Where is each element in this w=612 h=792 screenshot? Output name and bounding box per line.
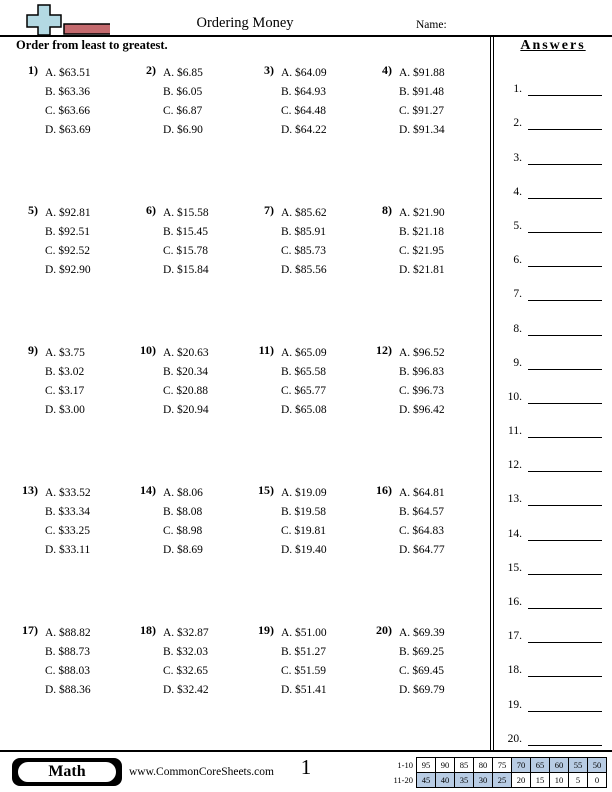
answer-row [494, 336, 612, 370]
answer-row [494, 404, 612, 438]
score-cell: 35 [455, 772, 474, 787]
score-cell: 90 [436, 757, 455, 772]
answer-number: 8. [513, 322, 522, 335]
choice-option: B. $85.91 [281, 226, 327, 238]
choice-option: A. $6.85 [163, 67, 203, 79]
choice-option: D. $92.90 [45, 264, 91, 276]
choice-option: C. $51.59 [281, 665, 327, 677]
choice-option: A. $51.00 [281, 627, 327, 639]
answer-row [494, 233, 612, 267]
choice-option: A. $3.75 [45, 347, 85, 359]
choice-list [163, 343, 209, 420]
problem-number: 10) [140, 343, 156, 357]
problem-item [132, 203, 250, 280]
problem-number: 1) [28, 63, 38, 77]
choice-option: A. $19.09 [281, 487, 327, 499]
problem-item [368, 483, 486, 560]
problem-number: 9) [28, 343, 38, 357]
choice-option: C. $92.52 [45, 245, 91, 257]
choice-option: C. $21.95 [399, 245, 445, 257]
problem-item [250, 203, 368, 280]
choice-option: C. $64.48 [281, 105, 327, 117]
score-cell: 5 [569, 772, 588, 787]
choice-option: D. $63.69 [45, 124, 91, 136]
choice-option: D. $3.00 [45, 404, 85, 416]
subject-label: Math [17, 761, 117, 783]
answer-number: 7. [513, 288, 522, 301]
score-cell: 65 [531, 757, 550, 772]
answer-row [494, 643, 612, 677]
answer-row [494, 165, 612, 199]
choice-option: B. $64.93 [281, 86, 327, 98]
problem-item [250, 623, 368, 700]
choice-list [163, 203, 209, 280]
choice-option: D. $21.81 [399, 264, 445, 276]
answer-blank-line[interactable] [528, 470, 602, 472]
choice-list [399, 63, 445, 140]
choice-option: B. $96.83 [399, 366, 445, 378]
answer-blank-line[interactable] [528, 163, 602, 165]
answer-number: 2. [513, 117, 522, 130]
answer-blank-line[interactable] [528, 744, 602, 746]
score-cell: 80 [474, 757, 493, 772]
choice-option: C. $65.77 [281, 385, 327, 397]
choice-option: C. $88.03 [45, 665, 91, 677]
problem-item [368, 203, 486, 280]
answer-blank-line[interactable] [528, 402, 602, 404]
choice-option: C. $85.73 [281, 245, 327, 257]
score-cell: 75 [493, 757, 512, 772]
choice-list [45, 623, 91, 700]
score-cell: 0 [588, 772, 607, 787]
answer-blank-line[interactable] [528, 197, 602, 199]
problem-number: 19) [258, 623, 274, 637]
choice-option: C. $91.27 [399, 105, 445, 117]
choice-option: C. $6.87 [163, 105, 203, 117]
answer-number: 6. [513, 254, 522, 267]
answer-row [494, 301, 612, 335]
problem-number: 11) [258, 343, 274, 357]
problem-number: 6) [146, 203, 156, 217]
problem-item [368, 623, 486, 700]
choice-option: A. $64.09 [281, 67, 327, 79]
answer-blank-line[interactable] [528, 710, 602, 712]
answers-list [494, 62, 612, 746]
score-cell: 70 [512, 757, 531, 772]
answer-number: 17. [507, 630, 522, 643]
choice-list [281, 623, 327, 700]
choice-option: C. $69.45 [399, 665, 445, 677]
instruction-text: Order from least to greatest. [16, 38, 168, 52]
choice-option: D. $15.84 [163, 264, 209, 276]
answer-row [494, 575, 612, 609]
answer-blank-line[interactable] [528, 368, 602, 370]
problem-number: 17) [22, 623, 38, 637]
choice-option: B. $21.18 [399, 226, 445, 238]
choice-option: A. $32.87 [163, 627, 209, 639]
choice-option: C. $8.98 [163, 525, 203, 537]
answer-number: 18. [507, 664, 522, 677]
choice-option: B. $32.03 [163, 646, 209, 658]
score-cell: 50 [588, 757, 607, 772]
choice-option: C. $63.66 [45, 105, 91, 117]
problem-number: 18) [140, 623, 156, 637]
answers-title: Answers [520, 38, 586, 53]
problem-number: 4) [382, 63, 392, 77]
problem-number: 7) [264, 203, 274, 217]
answer-row [494, 62, 612, 96]
choice-option: D. $32.42 [163, 684, 209, 696]
answer-row [494, 712, 612, 746]
problem-number: 5) [28, 203, 38, 217]
problem-number: 2) [146, 63, 156, 77]
choice-option: A. $69.39 [399, 627, 445, 639]
problems-area [0, 35, 490, 752]
problem-number: 15) [258, 483, 274, 497]
answer-number: 5. [513, 219, 522, 232]
answer-number: 1. [513, 83, 522, 96]
choice-option: B. $19.58 [281, 506, 327, 518]
answer-blank-line[interactable] [528, 607, 602, 609]
problem-item [132, 483, 250, 560]
answer-row [494, 472, 612, 506]
answer-number: 19. [507, 698, 522, 711]
choice-list [281, 203, 327, 280]
score-cell: 85 [455, 757, 474, 772]
choice-list [281, 63, 327, 140]
header [0, 0, 612, 37]
problem-item [250, 343, 368, 420]
problem-item [250, 483, 368, 560]
answer-blank-line[interactable] [528, 675, 602, 677]
answer-number: 9. [513, 356, 522, 369]
choice-option: C. $33.25 [45, 525, 91, 537]
problem-item [132, 623, 250, 700]
choice-option: A. $85.62 [281, 207, 327, 219]
footer [0, 750, 612, 792]
choice-list [45, 343, 85, 420]
score-cell: 60 [550, 757, 569, 772]
choice-option: D. $88.36 [45, 684, 91, 696]
problem-item [14, 483, 132, 560]
choice-option: A. $88.82 [45, 627, 91, 639]
choice-option: D. $8.69 [163, 544, 203, 556]
grading-scale-table [387, 757, 607, 788]
answer-row [494, 541, 612, 575]
problem-item [14, 203, 132, 280]
choice-option: D. $20.94 [163, 404, 209, 416]
choice-option: B. $15.45 [163, 226, 209, 238]
choice-list [163, 63, 203, 140]
problem-number: 14) [140, 483, 156, 497]
score-range-label: 11-20 [387, 772, 417, 787]
answer-blank-line[interactable] [528, 539, 602, 541]
answer-row [494, 267, 612, 301]
answer-blank-line[interactable] [528, 265, 602, 267]
problem-item [368, 343, 486, 420]
score-cell: 30 [474, 772, 493, 787]
choice-option: C. $64.83 [399, 525, 445, 537]
answer-blank-line[interactable] [528, 504, 602, 506]
name-label: Name: [416, 19, 447, 31]
choice-option: D. $65.08 [281, 404, 327, 416]
answer-number: 11. [508, 425, 522, 438]
choice-option: A. $21.90 [399, 207, 445, 219]
choice-list [399, 483, 445, 560]
answer-number: 10. [507, 390, 522, 403]
choice-option: C. $15.78 [163, 245, 209, 257]
problem-number: 20) [376, 623, 392, 637]
choice-list [281, 343, 327, 420]
answer-row [494, 438, 612, 472]
problem-item [14, 63, 132, 140]
choice-list [45, 203, 91, 280]
choice-list [399, 203, 445, 280]
choice-option: B. $63.36 [45, 86, 91, 98]
choice-option: D. $69.79 [399, 684, 445, 696]
answer-blank-line[interactable] [528, 641, 602, 643]
problem-number: 12) [376, 343, 392, 357]
choice-list [399, 623, 445, 700]
answer-row [494, 677, 612, 711]
website-url: www.CommonCoreSheets.com [129, 766, 274, 778]
answer-number: 12. [507, 459, 522, 472]
choice-option: B. $88.73 [45, 646, 91, 658]
score-cell: 15 [531, 772, 550, 787]
answer-blank-line[interactable] [528, 334, 602, 336]
choice-option: A. $33.52 [45, 487, 91, 499]
choice-option: C. $32.65 [163, 665, 209, 677]
main [0, 35, 612, 752]
page-title: Ordering Money [196, 15, 294, 31]
choice-list [163, 483, 203, 560]
choice-option: B. $69.25 [399, 646, 445, 658]
problem-item [132, 343, 250, 420]
choice-option: B. $92.51 [45, 226, 91, 238]
choice-option: D. $64.77 [399, 544, 445, 556]
choice-list [163, 623, 209, 700]
choice-list [399, 343, 445, 420]
problems-grid [14, 63, 490, 700]
choice-option: B. $3.02 [45, 366, 85, 378]
answer-row [494, 370, 612, 404]
problem-item [14, 623, 132, 700]
choice-option: D. $91.34 [399, 124, 445, 136]
choice-option: A. $96.52 [399, 347, 445, 359]
answer-blank-line[interactable] [528, 128, 602, 130]
choice-option: C. $3.17 [45, 385, 85, 397]
answer-number: 20. [507, 732, 522, 745]
answer-blank-line[interactable] [528, 231, 602, 233]
math-subject-badge [12, 758, 122, 786]
answer-number: 4. [513, 185, 522, 198]
choice-option: D. $19.40 [281, 544, 327, 556]
choice-option: B. $91.48 [399, 86, 445, 98]
answer-row [494, 96, 612, 130]
score-cell: 40 [436, 772, 455, 787]
score-cell: 55 [569, 757, 588, 772]
answer-row [494, 199, 612, 233]
choice-option: A. $15.58 [163, 207, 209, 219]
answer-number: 13. [507, 493, 522, 506]
answer-row [494, 130, 612, 164]
score-cell: 25 [493, 772, 512, 787]
score-cell: 45 [417, 772, 436, 787]
problem-item [368, 63, 486, 140]
page-number: 1 [300, 755, 312, 779]
score-cell: 20 [512, 772, 531, 787]
choice-option: A. $65.09 [281, 347, 327, 359]
answer-blank-line[interactable] [528, 94, 602, 96]
answer-blank-line[interactable] [528, 573, 602, 575]
score-cell: 95 [417, 757, 436, 772]
problem-item [14, 343, 132, 420]
choice-option: C. $20.88 [163, 385, 209, 397]
problem-number: 16) [376, 483, 392, 497]
score-cell: 10 [550, 772, 569, 787]
choice-option: B. $33.34 [45, 506, 91, 518]
problem-number: 3) [264, 63, 274, 77]
choice-option: A. $63.51 [45, 67, 91, 79]
problem-item [132, 63, 250, 140]
choice-list [45, 483, 91, 560]
choice-option: A. $91.88 [399, 67, 445, 79]
choice-option: B. $6.05 [163, 86, 203, 98]
choice-option: C. $19.81 [281, 525, 327, 537]
choice-option: D. $96.42 [399, 404, 445, 416]
choice-option: D. $6.90 [163, 124, 203, 136]
problem-number: 13) [22, 483, 38, 497]
answers-panel [490, 35, 612, 752]
choice-option: B. $64.57 [399, 506, 445, 518]
answer-number: 16. [507, 596, 522, 608]
answer-row [494, 609, 612, 643]
choice-list [45, 63, 91, 140]
choice-option: B. $65.58 [281, 366, 327, 378]
answer-blank-line[interactable] [528, 299, 602, 301]
choice-option: D. $64.22 [281, 124, 327, 136]
choice-option: C. $96.73 [399, 385, 445, 397]
choice-option: A. $64.81 [399, 487, 445, 499]
choice-option: A. $92.81 [45, 207, 91, 219]
answer-number: 3. [513, 151, 522, 164]
choice-option: B. $20.34 [163, 366, 209, 378]
choice-option: D. $85.56 [281, 264, 327, 276]
answer-blank-line[interactable] [528, 436, 602, 438]
score-range-label: 1-10 [387, 757, 417, 772]
choice-option: B. $51.27 [281, 646, 327, 658]
answer-number: 15. [507, 561, 522, 574]
choice-list [281, 483, 327, 560]
problem-item [250, 63, 368, 140]
choice-option: D. $51.41 [281, 684, 327, 696]
problem-number: 8) [382, 203, 392, 217]
choice-option: A. $8.06 [163, 487, 203, 499]
choice-option: D. $33.11 [45, 544, 91, 556]
choice-option: B. $8.08 [163, 506, 203, 518]
answer-number: 14. [507, 527, 522, 540]
choice-option: A. $20.63 [163, 347, 209, 359]
answer-row [494, 506, 612, 540]
